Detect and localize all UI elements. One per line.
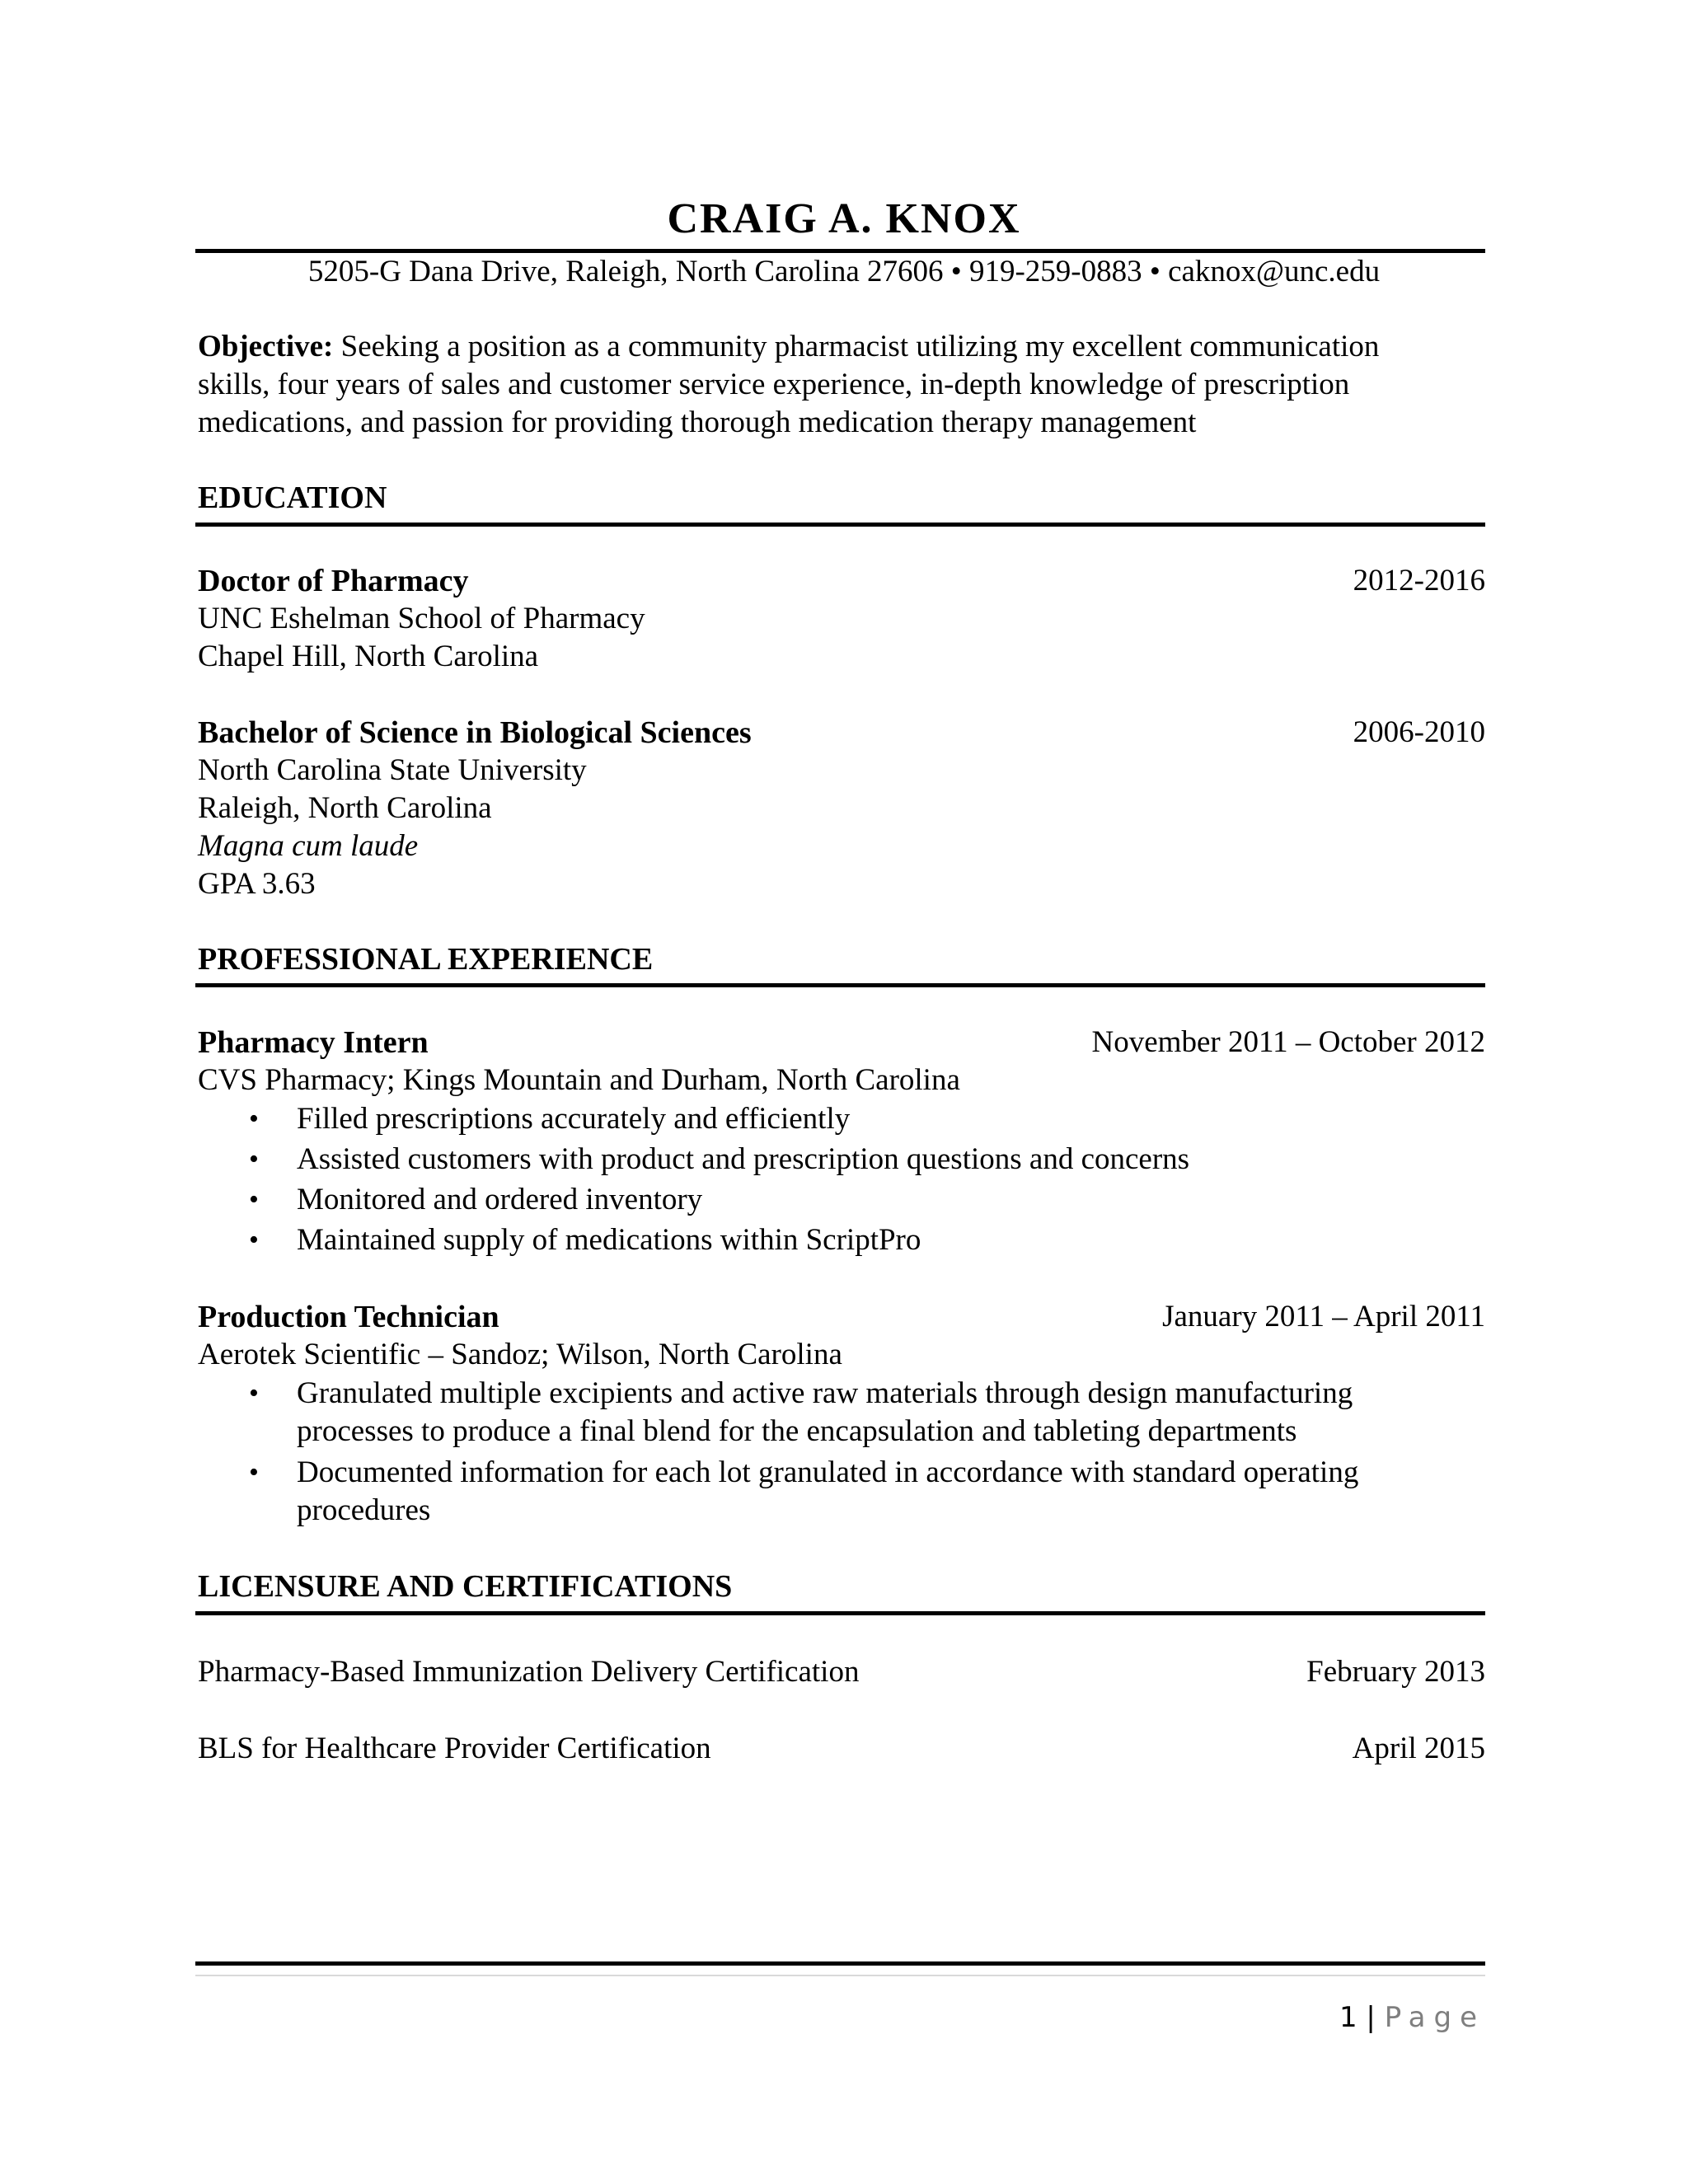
header-rule bbox=[195, 249, 1485, 253]
school-name: UNC Eshelman School of Pharmacy bbox=[198, 602, 645, 635]
job-bullet: • Assisted customers with product and prescription questions and concerns bbox=[198, 1141, 1484, 1179]
objective-line-1: Seeking a position as a community pharmacist utilizing my excellent communication bbox=[333, 330, 1380, 363]
job-bullet: • Filled prescriptions accurately and efficiently bbox=[198, 1100, 1484, 1138]
job-bullet-list bbox=[198, 1100, 1484, 1259]
experience-rule bbox=[195, 983, 1485, 987]
job-dates: January 2011 – April 2011 bbox=[1162, 1300, 1485, 1333]
job-bullet: • Documented information for each lot granulated in accordance with standard operating procedures bbox=[249, 1455, 1359, 1527]
certification-date: February 2013 bbox=[1306, 1655, 1485, 1689]
degree-title: Doctor of Pharmacy bbox=[198, 564, 469, 598]
page-number: 1 bbox=[1339, 2001, 1357, 2034]
school-location: Raleigh, North Carolina bbox=[198, 791, 492, 825]
objective-line-3: medications, and passion for providing thorough medication therapy management bbox=[198, 405, 1197, 439]
resume-name: CRAIG A. KNOX bbox=[667, 195, 1021, 242]
job-bullet: • Maintained supply of medications within ScriptPro bbox=[198, 1221, 1484, 1259]
bullet-icon: • bbox=[249, 1378, 259, 1408]
education-heading: EDUCATION bbox=[198, 480, 387, 515]
contact-line: 5205-G Dana Drive, Raleigh, North Carolina 27606 • 919-259-0883 • caknox@unc.edu bbox=[307, 255, 1381, 288]
licensure-rule bbox=[195, 1611, 1485, 1615]
footer-rule bbox=[195, 1961, 1485, 1966]
bullet-icon: • bbox=[249, 1184, 259, 1215]
experience-heading: PROFESSIONAL EXPERIENCE bbox=[198, 942, 654, 977]
page-footer bbox=[1339, 2001, 1485, 2034]
degree-years: 2006-2010 bbox=[1353, 715, 1485, 749]
footer-thin-rule bbox=[195, 1975, 1485, 1976]
job-bullet-list bbox=[198, 1375, 1442, 1530]
objective-line-2: skills, four years of sales and customer service experience, in-depth knowledge of prescription bbox=[198, 368, 1350, 401]
job-title: Pharmacy Intern bbox=[198, 1025, 429, 1060]
job-title: Production Technician bbox=[198, 1300, 499, 1334]
school-name: North Carolina State University bbox=[198, 753, 587, 787]
licensure-heading: LICENSURE AND CERTIFICATIONS bbox=[198, 1569, 733, 1604]
school-location: Chapel Hill, North Carolina bbox=[198, 640, 539, 673]
job-employer: CVS Pharmacy; Kings Mountain and Durham, North Carolina bbox=[198, 1063, 960, 1097]
page-separator: | bbox=[1357, 2001, 1385, 2034]
degree-years: 2012-2016 bbox=[1353, 564, 1485, 598]
honor-text: Magna cum laude bbox=[198, 829, 419, 863]
job-dates: November 2011 – October 2012 bbox=[1091, 1025, 1485, 1059]
bullet-icon: • bbox=[249, 1144, 259, 1174]
bullet-icon: • bbox=[249, 1225, 259, 1255]
bullet-icon: • bbox=[249, 1104, 259, 1134]
job-bullet: • Monitored and ordered inventory bbox=[198, 1181, 1484, 1219]
degree-title: Bachelor of Science in Biological Sciences bbox=[198, 715, 752, 750]
objective-paragraph bbox=[198, 328, 1484, 442]
certification-name: Pharmacy-Based Immunization Delivery Certification bbox=[198, 1655, 860, 1689]
page-label: Page bbox=[1384, 2001, 1485, 2034]
job-bullet: • Granulated multiple excipients and active raw materials through design manufacturing processes to produce a final blend for the encapsulation and tableting departments bbox=[249, 1376, 1353, 1448]
certification-name: BLS for Healthcare Provider Certification bbox=[198, 1732, 711, 1765]
bullet-icon: • bbox=[249, 1457, 259, 1488]
certification-date: April 2015 bbox=[1352, 1732, 1485, 1765]
education-rule bbox=[195, 523, 1485, 527]
job-employer: Aerotek Scientific – Sandoz; Wilson, North Carolina bbox=[198, 1338, 842, 1371]
objective-label: Objective: bbox=[198, 330, 334, 363]
gpa-text: GPA 3.63 bbox=[198, 867, 316, 901]
